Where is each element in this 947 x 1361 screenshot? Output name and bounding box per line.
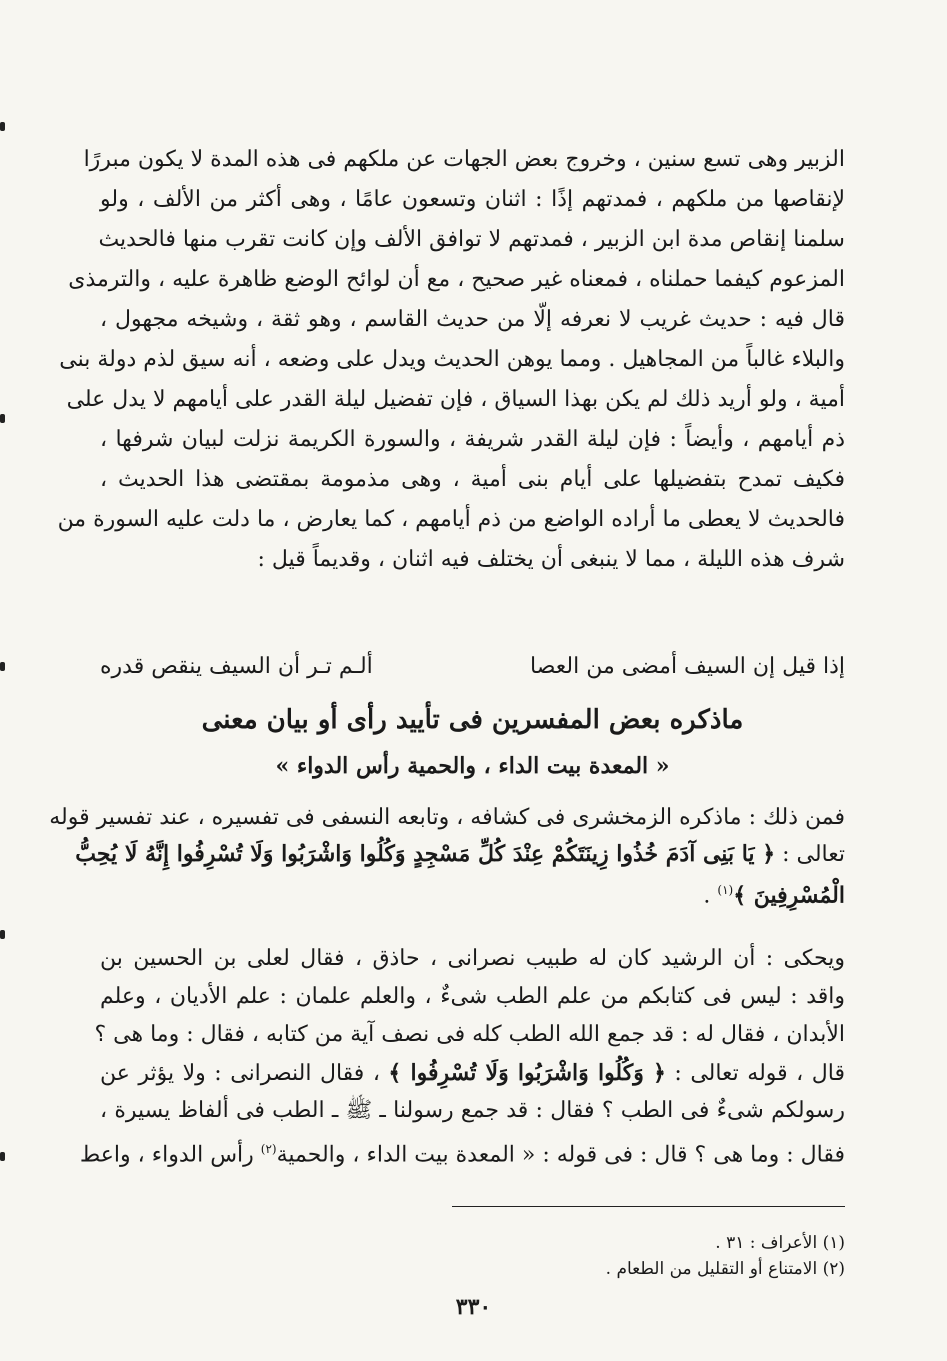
text-segment: ، فقال النصرانى : ولا يؤثر عن — [100, 1061, 389, 1086]
text-line — [75, 836, 845, 872]
text-line — [100, 872, 845, 908]
scan-edge-mark — [0, 122, 5, 131]
quran-verse: ﴿ يَا بَنِى آدَمَ خُذُوا زِينَتَكُمْ عِنْدَ كُلِّ مَسْجِدٍ وَكُلُوا وَاشْرَبُوا وَلَا تُسْرِفُوا إِنَّهُ لَا يُحِبُّ — [75, 841, 776, 867]
text-line — [100, 1054, 845, 1092]
text-line — [79, 1130, 845, 1168]
text-line: واقد : ليس فى كتابكم من علم الطب شىءٌ ، والعلم علمان : علم الأديان ، وعلم — [100, 984, 845, 1009]
text-line: فكيف تمدح بتفضيلها على أيام بنى أمية ، وهى مذمومة بمقتضى هذا الحديث ، — [100, 467, 845, 492]
text-segment: تعالى : — [775, 842, 845, 867]
section-subheading: « المعدة بيت الداء ، والحمية رأس الدواء » — [275, 753, 670, 779]
scan-edge-mark — [0, 1152, 5, 1161]
text-line: لإنقاصها من ملكهم ، فمدتهم إذًا : اثنان وتسعون عامًا ، وهى أكثر من الألف ، ولو — [100, 187, 845, 212]
page-number: ٣٣٠ — [455, 1294, 492, 1320]
poetry-verse — [100, 650, 845, 684]
quran-verse: الْمُسْرِفِينَ ﴾ — [733, 882, 845, 909]
scan-edge-mark — [0, 414, 5, 423]
text-line: فمن ذلك : ماذكره الزمخشرى فى كشافه ، وتابعه النسفى فى تفسيره ، عند تفسير قوله — [49, 805, 845, 830]
text-line: الزبير وهى تسع سنين ، وخروج بعض الجهات عن ملكهم فى هذه المدة لا يكون مبررًا — [83, 147, 845, 172]
quran-verse: ﴿ وَكُلُوا وَاشْرَبُوا وَلَا تُسْرِفُوا ﴾ — [388, 1060, 666, 1086]
verse-right-hemistich: إذا قيل إن السيف أمضى من العصا — [530, 654, 845, 679]
text-line: أمية ، ولو أريد ذلك لم يكن بهذا السياق ، فإن تفضيل ليلة القدر على أيامهم لا يدل على — [66, 387, 845, 412]
section-heading: ماذكره بعض المفسرين فى تأييد رأى أو بيان معنى — [201, 705, 744, 735]
text-line: سلمنا إنقاص مدة ابن الزبير ، فمدتهم لا توافق الألف وإن كانت تقرب منها فالحديث — [98, 227, 845, 252]
paragraph-2 — [49, 800, 845, 909]
footnote-ref: (١) — [717, 883, 734, 897]
text-line: فالحديث لا يعطى ما أراده الواضع من ذم أيامهم ، كما يعارض ، ما دلت عليه السورة من — [57, 507, 845, 532]
paragraph-1 — [57, 140, 845, 580]
footnote-item: (٢) الامتناع أو التقليل من الطعام . — [605, 1259, 845, 1279]
text-line: رسولكم شىءٌ فى الطب ؟ فقال : قد جمع رسولنا ـ ﷺ ـ الطب فى ألفاظ يسيرة ، — [100, 1098, 845, 1123]
text-line: شرف هذه الليلة ، مما لا ينبغى أن يختلف فيه اثنان ، وقديماً قيل : — [257, 547, 845, 572]
text-line: الأبدان ، فقال له : قد جمع الله الطب كله فى نصف آية من كتابه ، فقال : وما هى ؟ — [94, 1022, 845, 1047]
text-segment: . — [703, 883, 718, 909]
scan-edge-mark — [0, 930, 5, 939]
verse-left-hemistich: ألـم تـر أن السيف ينقص قدره — [100, 654, 373, 679]
text-line: المزعوم كيفما حملناه ، فمعناه غير صحيح ، مع أن لوائح الوضع ظاهرة عليه ، والترمذى — [68, 267, 845, 292]
paragraph-3 — [79, 940, 845, 1168]
footnotes — [100, 1230, 845, 1282]
footnote-divider — [452, 1206, 845, 1207]
footnote-item: (١) الأعراف : ٣١ . — [715, 1233, 845, 1253]
text-segment: فقال : وما هى ؟ قال : فى قوله : « المعدة بيت الداء ، والحمية — [276, 1142, 845, 1168]
text-segment: قال ، قوله تعالى : — [665, 1061, 845, 1086]
text-line: ذم أيامهم ، وأيضاً : فإن ليلة القدر شريفة ، والسورة الكريمة نزلت لبيان شرفها ، — [100, 427, 845, 452]
text-line: ويحكى : أن الرشيد كان له طبيب نصرانى ، حاذق ، فقال لعلى بن الحسين بن — [100, 946, 845, 971]
text-segment: رأس الدواء ، واعط — [79, 1142, 261, 1168]
text-line: قال فيه : حديث غريب لا نعرفه إلّا من حديث القاسم ، وهو ثقة ، وشيخه مجهول ، — [100, 307, 845, 332]
scan-edge-mark — [0, 662, 5, 671]
footnote-ref: (٢) — [260, 1142, 277, 1156]
text-line: والبلاء غالباً من المجاهيل . ومما يوهن الحديث ويدل على وضعه ، أنه سيق لذم دولة بنى — [59, 347, 845, 372]
